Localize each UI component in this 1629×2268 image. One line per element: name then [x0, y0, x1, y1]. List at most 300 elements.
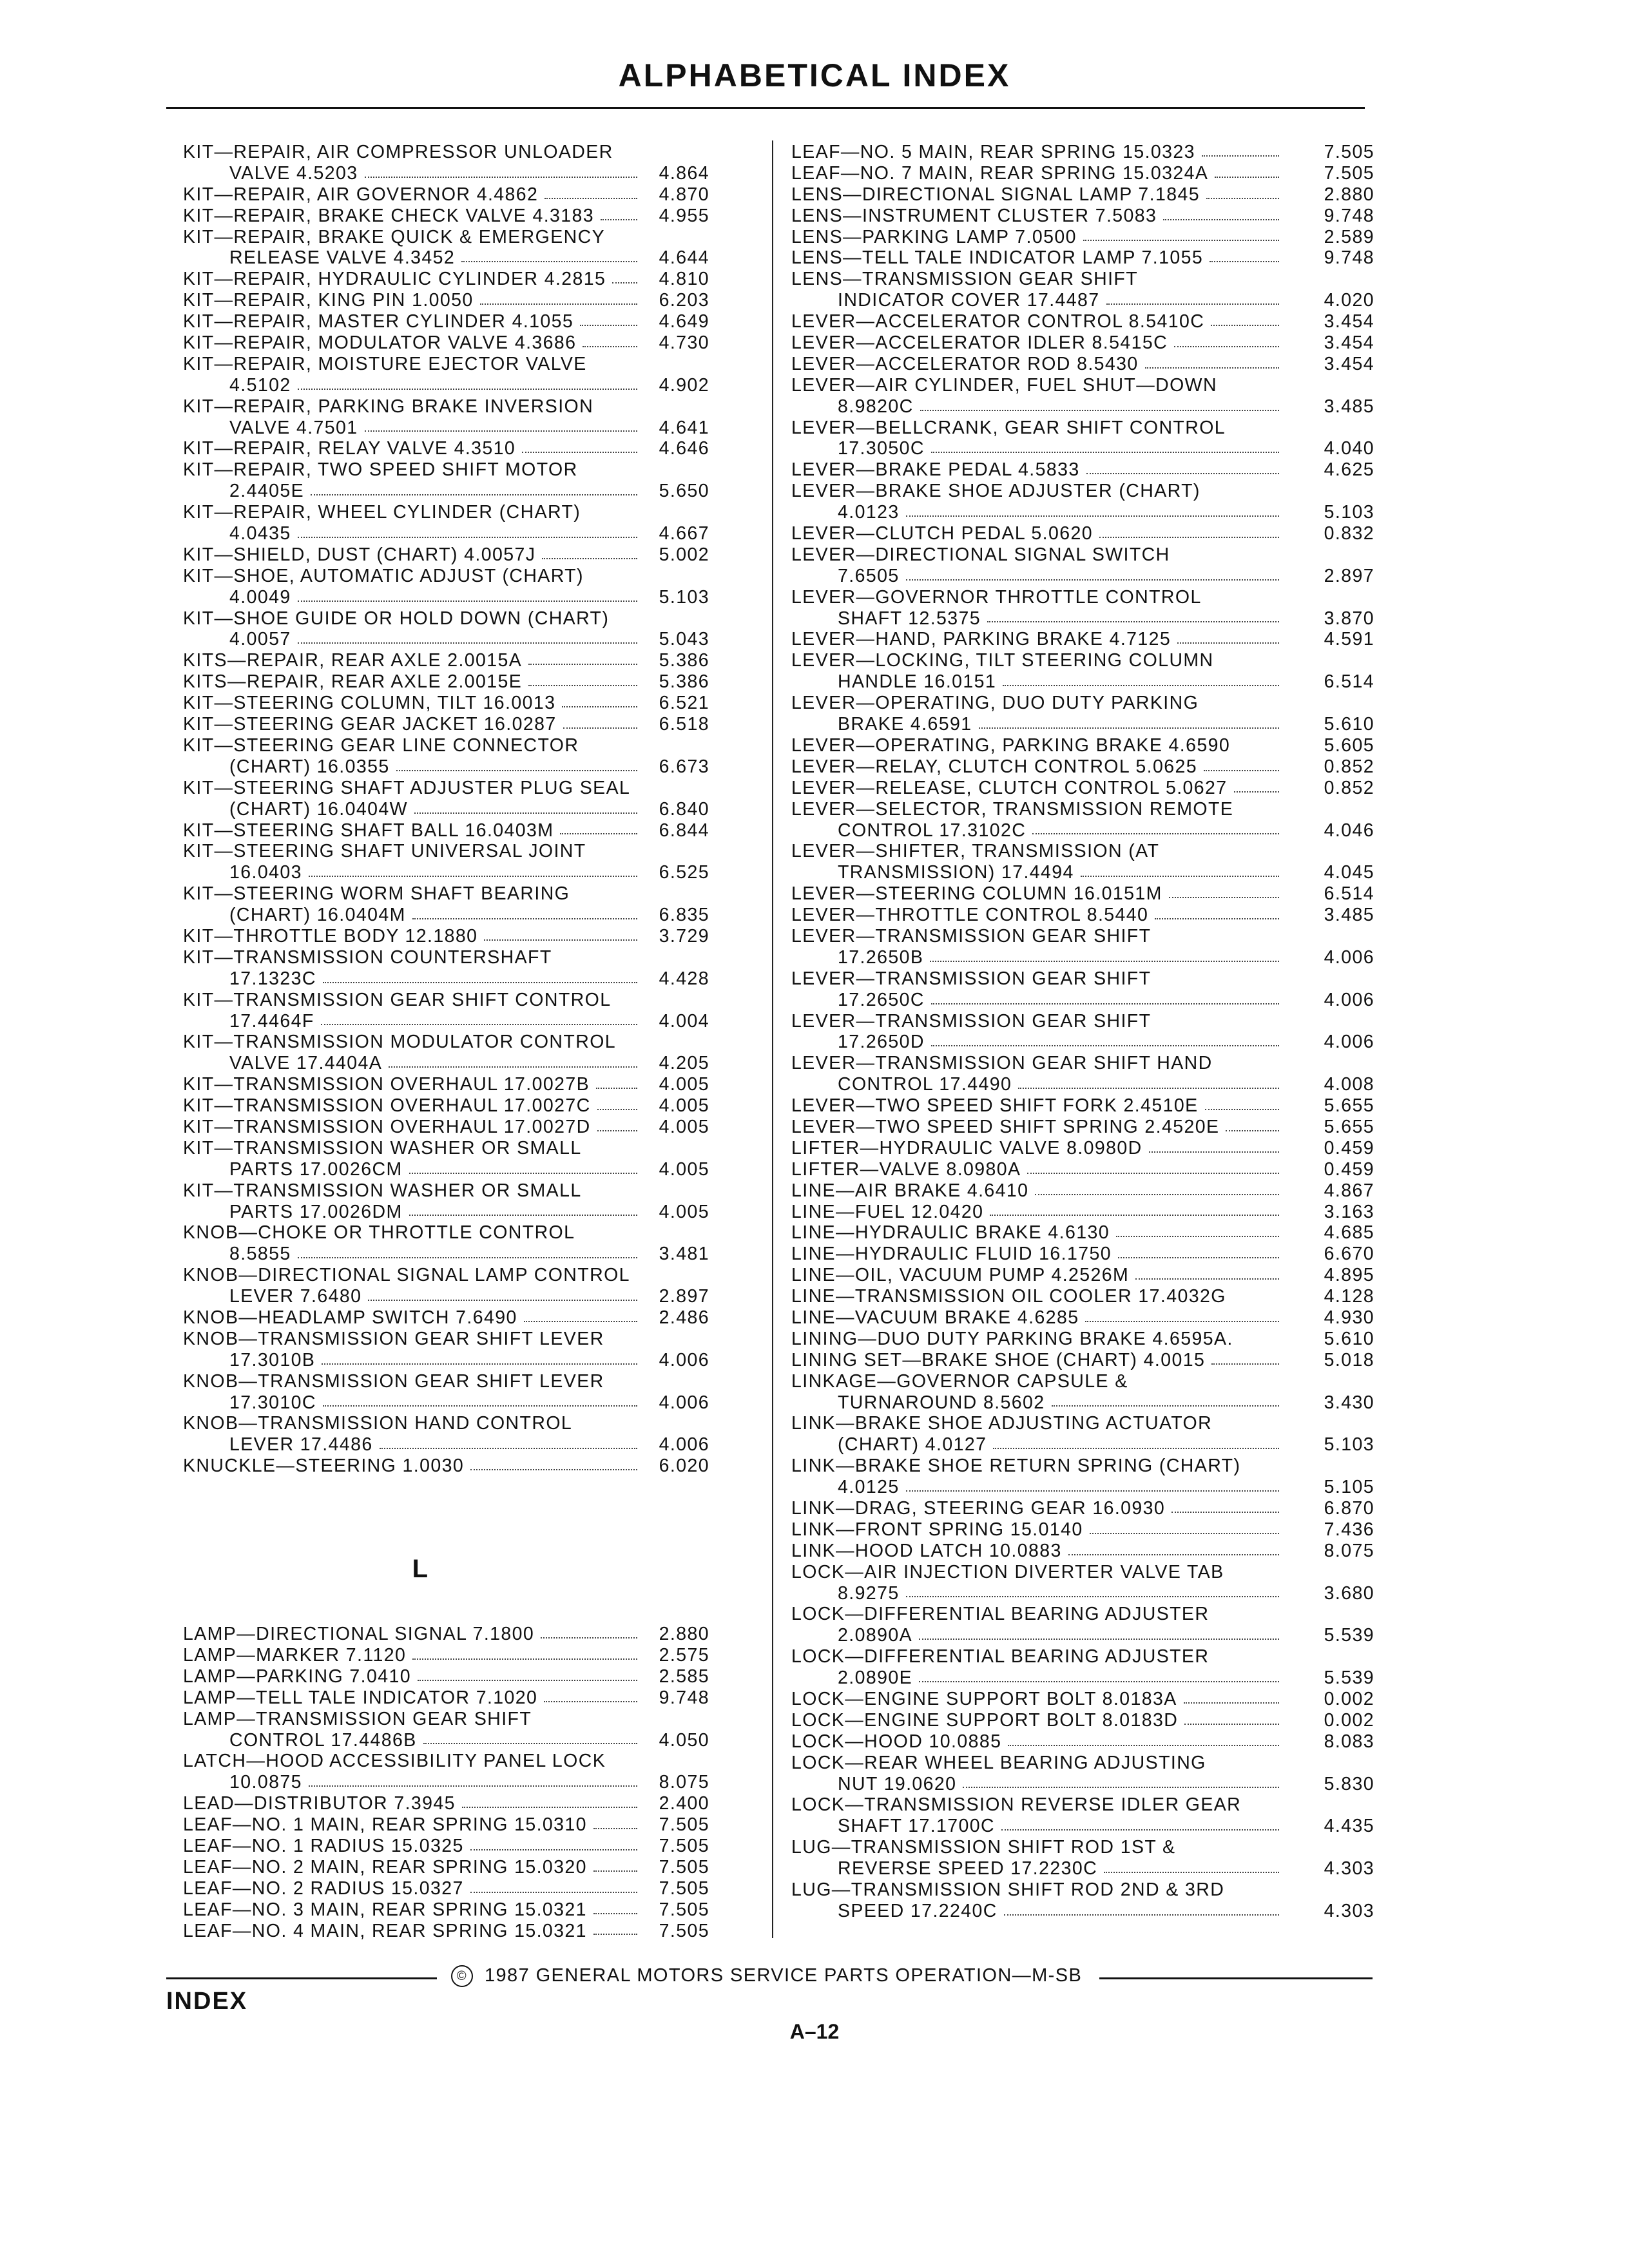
index-entry: [183, 693, 728, 714]
index-entry: [183, 968, 728, 990]
entry-text: BRAKE 4.6591: [838, 714, 972, 735]
entry-text: LEVER—THROTTLE CONTROL 8.5440: [791, 905, 1149, 926]
entry-text: KNOB—HEADLAMP SWITCH 7.6490: [183, 1307, 517, 1328]
index-entry: [791, 650, 1374, 671]
leader-dots: [593, 1869, 637, 1872]
index-entry: [183, 883, 728, 905]
leader-dots: [298, 599, 637, 602]
index-entry: [791, 1307, 1374, 1329]
entry-text: KIT—TRANSMISSION OVERHAUL 17.0027C: [183, 1095, 591, 1117]
entry-text: LOCK—TRANSMISSION REVERSE IDLER GEAR: [791, 1794, 1242, 1816]
index-entry: [183, 1244, 728, 1265]
entry-text: KNOB—TRANSMISSION HAND CONTROL: [183, 1413, 573, 1434]
entry-text: LEVER—SELECTOR, TRANSMISSION REMOTE: [791, 798, 1234, 820]
index-entry: [791, 990, 1374, 1011]
entry-page-number: 4.895: [1324, 1265, 1374, 1286]
entry-text: (CHART) 16.0404W: [229, 798, 408, 820]
entry-page-number: 6.525: [659, 862, 709, 883]
entry-text: KIT—REPAIR, BRAKE QUICK & EMERGENCY: [183, 226, 606, 247]
entry-page-number: 4.006: [659, 1434, 709, 1456]
entry-text: LINE—HYDRAULIC FLUID 16.1750: [791, 1244, 1112, 1265]
entry-text: KIT—STEERING WORM SHAFT BEARING: [183, 883, 570, 905]
leader-dots: [1163, 218, 1279, 220]
index-entry: [183, 1814, 728, 1836]
leader-dots: [298, 387, 637, 390]
leader-dots: [596, 1086, 637, 1089]
index-entry: [791, 1858, 1374, 1879]
entry-page-number: 7.505: [659, 1836, 709, 1857]
leader-dots: [1004, 1913, 1279, 1916]
index-entry: [183, 587, 728, 608]
entry-text: KITS—REPAIR, REAR AXLE 2.0015A: [183, 650, 523, 671]
entry-page-number: 4.646: [659, 438, 709, 459]
index-entry: [791, 163, 1374, 184]
entry-page-number: 3.454: [1324, 332, 1374, 354]
leader-dots: [990, 1213, 1279, 1216]
index-entry: [791, 693, 1374, 714]
entry-text: (CHART) 4.0127: [838, 1434, 987, 1456]
entry-page-number: 0.002: [1324, 1709, 1374, 1731]
index-entry: [183, 650, 728, 671]
entry-page-number: 4.128: [1324, 1286, 1374, 1307]
index-entry: [791, 671, 1374, 693]
entry-text: SHAFT 12.5375: [838, 608, 981, 629]
entry-page-number: 0.459: [1324, 1137, 1374, 1158]
index-entry: [183, 1921, 728, 1942]
index-entry: [791, 1625, 1374, 1646]
entry-text: LOCK—REAR WHEEL BEARING ADJUSTING: [791, 1752, 1206, 1773]
index-entry: [183, 247, 728, 269]
entry-text: LEVER—RELAY, CLUTCH CONTROL 5.0625: [791, 756, 1197, 777]
leader-dots: [931, 1044, 1279, 1046]
entry-page-number: 3.454: [1324, 353, 1374, 374]
entry-text: CONTROL 17.4490: [838, 1074, 1012, 1095]
index-entry: [183, 481, 728, 502]
index-entry: [791, 820, 1374, 841]
entry-text: LIFTER—HYDRAULIC VALVE 8.0980D: [791, 1137, 1142, 1158]
index-entry: [183, 1666, 728, 1687]
entry-text: LENS—TRANSMISSION GEAR SHIFT: [791, 269, 1139, 290]
index-entry: [183, 714, 728, 735]
entry-text: PARTS 17.0026DM: [229, 1201, 403, 1222]
leader-dots: [583, 345, 637, 347]
index-entry: [183, 1350, 728, 1371]
entry-text: LEVER—HAND, PARKING BRAKE 4.7125: [791, 629, 1171, 650]
entry-page-number: 2.589: [1324, 226, 1374, 247]
entry-text: LINE—AIR BRAKE 4.6410: [791, 1180, 1029, 1201]
index-entry: [183, 608, 728, 629]
entry-page-number: 4.005: [659, 1095, 709, 1117]
entry-page-number: 9.748: [659, 1687, 709, 1708]
entry-page-number: 4.040: [1324, 438, 1374, 459]
index-entry: [183, 1074, 728, 1095]
leader-dots: [414, 811, 637, 814]
index-entry: [791, 1753, 1374, 1774]
index-entry: [183, 799, 728, 820]
entry-text: LENS—TELL TALE INDICATOR LAMP 7.1055: [791, 247, 1204, 269]
entry-page-number: 2.880: [1324, 184, 1374, 205]
leader-dots: [919, 1637, 1279, 1640]
leader-dots: [1104, 1870, 1279, 1873]
entry-text: KIT—TRANSMISSION MODULATOR CONTROL: [183, 1032, 617, 1053]
entry-page-number: 5.539: [1324, 1625, 1374, 1646]
entry-page-number: 7.505: [1324, 162, 1374, 184]
footer-section-label: INDEX: [166, 1988, 248, 2015]
leader-dots: [1106, 302, 1279, 305]
entry-text: KIT—REPAIR, KING PIN 1.0050: [183, 290, 474, 311]
entry-text: LEAF—NO. 7 MAIN, REAR SPRING 15.0324A: [791, 162, 1209, 184]
entry-page-number: 2.897: [659, 1286, 709, 1307]
page-number: A–12: [789, 2020, 840, 2043]
index-entry: [183, 1329, 728, 1350]
index-entry: [183, 862, 728, 883]
entry-text: 8.5855: [229, 1244, 291, 1265]
entry-text: KIT—REPAIR, TWO SPEED SHIFT MOTOR: [183, 459, 578, 481]
leader-dots: [528, 684, 637, 686]
entry-text: LEVER—TWO SPEED SHIFT FORK 2.4510E: [791, 1095, 1199, 1117]
entry-text: KIT—STEERING GEAR JACKET 16.0287: [183, 714, 557, 735]
entry-page-number: 4.006: [1324, 989, 1374, 1010]
index-entry: [183, 142, 728, 163]
leader-dots: [1211, 1362, 1279, 1365]
index-entry: [183, 311, 728, 332]
leader-dots: [931, 450, 1279, 453]
index-entry: [183, 1772, 728, 1793]
index-entry: [791, 1901, 1374, 1922]
entry-page-number: 4.005: [659, 1201, 709, 1222]
leader-dots: [1027, 1171, 1279, 1174]
right-column: [791, 142, 1374, 1922]
leader-dots: [1052, 1404, 1279, 1407]
leader-dots: [298, 641, 637, 644]
leader-dots: [541, 1636, 637, 1639]
left-column: [183, 142, 728, 1941]
entry-page-number: 6.844: [659, 820, 709, 841]
leader-dots: [365, 175, 637, 178]
leader-dots: [1202, 154, 1279, 157]
entry-text: LEAF—NO. 4 MAIN, REAR SPRING 15.0321: [183, 1920, 587, 1941]
entry-page-number: 0.852: [1324, 777, 1374, 798]
index-entry: [183, 163, 728, 184]
leader-dots: [1206, 197, 1279, 199]
index-list-l: [183, 1624, 728, 1941]
entry-text: LOCK—ENGINE SUPPORT BOLT 8.0183D: [791, 1709, 1179, 1731]
entry-page-number: 4.955: [659, 205, 709, 226]
entry-page-number: 4.006: [659, 1392, 709, 1413]
leader-dots: [580, 323, 637, 326]
index-entry: [183, 1709, 728, 1730]
entry-page-number: 4.006: [659, 1349, 709, 1370]
entry-page-number: 4.667: [659, 523, 709, 544]
leader-dots: [322, 1362, 637, 1365]
entry-page-number: 7.505: [1324, 142, 1374, 162]
index-entry: [791, 502, 1374, 523]
entry-page-number: 4.870: [659, 184, 709, 205]
entry-text: LATCH—HOOD ACCESSIBILITY PANEL LOCK: [183, 1751, 606, 1772]
entry-text: LEVER—BRAKE SHOE ADJUSTER (CHART): [791, 481, 1200, 502]
entry-text: KNOB—DIRECTIONAL SIGNAL LAMP CONTROL: [183, 1265, 630, 1286]
leader-dots: [1032, 832, 1279, 834]
entry-page-number: 9.748: [1324, 205, 1374, 226]
entry-text: TRANSMISSION) 17.4494: [838, 862, 1074, 883]
copyright-text: 1987 GENERAL MOTORS SERVICE PARTS OPERATION—M-SB: [485, 1965, 1083, 1986]
index-entry: [791, 1286, 1374, 1307]
entry-text: 8.9275: [838, 1582, 900, 1604]
leader-dots: [906, 578, 1279, 581]
entry-text: LEVER—ACCELERATOR ROD 8.5430: [791, 353, 1139, 374]
leader-dots: [906, 1595, 1279, 1597]
entry-page-number: 5.386: [659, 671, 709, 693]
entry-page-number: 4.050: [659, 1729, 709, 1751]
entry-page-number: 4.005: [659, 1074, 709, 1095]
entry-text: PARTS 17.0026CM: [229, 1158, 403, 1180]
leader-dots: [1083, 238, 1279, 241]
index-entry: [183, 1202, 728, 1223]
entry-page-number: 5.605: [1324, 735, 1374, 756]
leader-dots: [470, 1468, 637, 1470]
index-entry: [183, 671, 728, 693]
index-entry: [791, 523, 1374, 544]
entry-text: LINE—OIL, VACUUM PUMP 4.2526M: [791, 1265, 1130, 1286]
leader-dots: [1086, 472, 1279, 474]
leader-dots: [522, 450, 637, 453]
entry-text: LEVER—OPERATING, DUO DUTY PARKING: [791, 693, 1199, 714]
index-entry: [791, 1244, 1374, 1265]
entry-page-number: 4.930: [1324, 1307, 1374, 1328]
index-entry: [183, 396, 728, 418]
entry-text: LEAD—DISTRIBUTOR 7.3945: [183, 1793, 456, 1814]
entry-page-number: 4.303: [1324, 1858, 1374, 1879]
index-entry: [183, 1053, 728, 1074]
entry-text: LEVER—TRANSMISSION GEAR SHIFT HAND: [791, 1053, 1213, 1074]
entry-text: KIT—TRANSMISSION COUNTERSHAFT: [183, 947, 552, 968]
entry-text: LINING—DUO DUTY PARKING BRAKE 4.6595A.: [791, 1328, 1233, 1349]
leader-dots: [409, 1213, 637, 1216]
index-entry: [183, 269, 728, 290]
leader-dots: [906, 514, 1279, 517]
index-entry: [791, 354, 1374, 375]
index-entry: [791, 566, 1374, 587]
index-entry: [183, 905, 728, 926]
entry-text: KIT—REPAIR, BRAKE CHECK VALVE 4.3183: [183, 205, 595, 226]
leader-dots: [544, 1700, 637, 1702]
entry-page-number: 4.435: [1324, 1816, 1374, 1837]
leader-dots: [368, 1298, 637, 1301]
index-entry: [183, 1032, 728, 1053]
entry-text: LEVER—TRANSMISSION GEAR SHIFT: [791, 1010, 1152, 1032]
entry-text: KIT—REPAIR, MODULATOR VALVE 4.3686: [183, 332, 577, 354]
entry-text: KIT—SHOE GUIDE OR HOLD DOWN (CHART): [183, 608, 610, 629]
entry-text: 17.4464F: [229, 1010, 314, 1032]
page-title: ALPHABETICAL INDEX: [618, 57, 1011, 93]
index-entry: [791, 947, 1374, 968]
entry-text: LINE—FUEL 12.0420: [791, 1201, 984, 1222]
entry-text: KIT—REPAIR, RELAY VALVE 4.3510: [183, 438, 516, 459]
entry-page-number: 5.650: [659, 481, 709, 502]
entry-text: KIT—TRANSMISSION WASHER OR SMALL: [183, 1137, 582, 1158]
leader-dots: [1145, 366, 1279, 369]
entry-page-number: 6.670: [1324, 1244, 1374, 1265]
index-entry: [791, 1498, 1374, 1519]
entry-text: LOCK—DIFFERENTIAL BEARING ADJUSTER: [791, 1604, 1210, 1625]
entry-text: LINK—FRONT SPRING 15.0140: [791, 1519, 1083, 1540]
entry-page-number: 4.303: [1324, 1900, 1374, 1921]
section-letter-l: L: [412, 1555, 429, 1584]
index-entry: [791, 311, 1374, 332]
leader-dots: [1085, 1320, 1279, 1322]
index-entry: [183, 184, 728, 206]
entry-page-number: 3.870: [1324, 608, 1374, 629]
entry-text: LENS—PARKING LAMP 7.0500: [791, 226, 1077, 247]
index-entry: [791, 714, 1374, 735]
index-entry: [791, 1604, 1374, 1625]
entry-text: SPEED 17.2240C: [838, 1900, 998, 1921]
entry-page-number: 6.514: [1324, 883, 1374, 905]
index-entry: [791, 1816, 1374, 1837]
footer-rule-left: [166, 1977, 437, 1979]
leader-dots: [470, 1848, 637, 1850]
leader-dots: [1234, 790, 1279, 793]
entry-text: KNOB—CHOKE OR THROTTLE CONTROL: [183, 1222, 575, 1244]
entry-page-number: 4.649: [659, 311, 709, 332]
leader-dots: [1177, 641, 1279, 644]
entry-text: 17.3010C: [229, 1392, 316, 1413]
entry-page-number: 4.020: [1324, 290, 1374, 311]
index-entry: [791, 1774, 1374, 1795]
leader-dots: [919, 1680, 1279, 1682]
entry-text: LEVER—CLUTCH PEDAL 5.0620: [791, 523, 1093, 544]
entry-text: LEVER—ACCELERATOR CONTROL 8.5410C: [791, 311, 1205, 332]
entry-page-number: 3.430: [1324, 1392, 1374, 1413]
entry-text: LAMP—DIRECTIONAL SIGNAL 7.1800: [183, 1624, 535, 1645]
index-entry: [791, 1371, 1374, 1392]
index-entry: [791, 1138, 1374, 1159]
entry-page-number: 5.103: [1324, 1434, 1374, 1456]
leader-dots: [298, 535, 637, 538]
index-entry: [791, 1646, 1374, 1667]
entry-text: KIT—SHOE, AUTOMATIC ADJUST (CHART): [183, 565, 584, 586]
entry-text: KIT—REPAIR, AIR GOVERNOR 4.4862: [183, 184, 539, 205]
copyright-line: [451, 1965, 1082, 1987]
leader-dots: [418, 1678, 637, 1681]
entry-page-number: 4.867: [1324, 1180, 1374, 1201]
entry-text: KIT—THROTTLE BODY 12.1880: [183, 925, 478, 947]
leader-dots: [597, 1129, 637, 1131]
entry-text: NUT 19.0620: [838, 1773, 957, 1794]
entry-text: KNOB—TRANSMISSION GEAR SHIFT LEVER: [183, 1370, 604, 1392]
entry-text: KIT—REPAIR, HYDRAULIC CYLINDER 4.2815: [183, 269, 606, 290]
entry-text: REVERSE SPEED 17.2230C: [838, 1858, 1098, 1879]
leader-dots: [612, 281, 637, 284]
entry-text: KIT—REPAIR, WHEEL CYLINDER (CHART): [183, 502, 581, 523]
index-entry: [183, 1687, 728, 1709]
leader-dots: [906, 1489, 1279, 1492]
index-entry: [183, 1434, 728, 1456]
index-entry: [183, 1159, 728, 1180]
index-entry: [791, 375, 1374, 396]
entry-page-number: 4.006: [1324, 1032, 1374, 1053]
entry-text: SHAFT 17.1700C: [838, 1816, 996, 1837]
entry-text: KIT—TRANSMISSION WASHER OR SMALL: [183, 1180, 582, 1201]
entry-text: LEVER—RELEASE, CLUTCH CONTROL 5.0627: [791, 777, 1228, 798]
entry-page-number: 2.880: [659, 1624, 709, 1645]
entry-page-number: 6.835: [659, 905, 709, 926]
entry-text: KIT—SHIELD, DUST (CHART) 4.0057J: [183, 544, 536, 565]
entry-text: 17.2650B: [838, 947, 924, 968]
index-entry: [791, 1731, 1374, 1753]
leader-dots: [560, 832, 637, 834]
leader-dots: [1215, 175, 1279, 178]
entry-page-number: 3.485: [1324, 396, 1374, 417]
index-entry: [183, 756, 728, 778]
entry-page-number: 7.505: [659, 1899, 709, 1920]
entry-text: LINK—BRAKE SHOE ADJUSTING ACTUATOR: [791, 1413, 1213, 1434]
entry-page-number: 0.852: [1324, 756, 1374, 777]
entry-text: LUG—TRANSMISSION SHIFT ROD 2ND & 3RD: [791, 1879, 1225, 1901]
index-entry: [183, 418, 728, 439]
index-entry: [791, 1032, 1374, 1053]
entry-text: KIT—STEERING GEAR LINE CONNECTOR: [183, 735, 579, 756]
entry-text: LINK—HOOD LATCH 10.0883: [791, 1540, 1062, 1561]
entry-page-number: 4.730: [659, 332, 709, 354]
leader-dots: [563, 726, 637, 729]
index-entry: [791, 290, 1374, 311]
entry-text: LEAF—NO. 1 MAIN, REAR SPRING 15.0310: [183, 1814, 587, 1836]
column-divider: [772, 140, 773, 1938]
entry-text: LEVER—BELLCRANK, GEAR SHIFT CONTROL: [791, 417, 1226, 438]
entry-text: KIT—TRANSMISSION OVERHAUL 17.0027B: [183, 1074, 590, 1095]
index-entry: [183, 1286, 728, 1307]
index-entry: [791, 184, 1374, 206]
entry-text: LINKAGE—GOVERNOR CAPSULE &: [791, 1370, 1128, 1392]
index-entry: [791, 926, 1374, 947]
index-entry: [791, 544, 1374, 566]
entry-text: 16.0403: [229, 862, 302, 883]
leader-dots: [1068, 1553, 1279, 1555]
entry-page-number: 4.008: [1324, 1074, 1374, 1095]
index-entry: [791, 883, 1374, 905]
entry-page-number: 4.004: [659, 1010, 709, 1032]
index-entry: [791, 1202, 1374, 1223]
index-entry: [791, 629, 1374, 650]
leader-dots: [1149, 1150, 1279, 1153]
entry-text: CONTROL 17.4486B: [229, 1729, 417, 1751]
entry-page-number: 6.673: [659, 756, 709, 777]
leader-dots: [1003, 684, 1279, 686]
entry-page-number: 4.644: [659, 247, 709, 269]
index-entry: [183, 926, 728, 947]
index-entry: [183, 1836, 728, 1857]
entry-text: LEAF—NO. 5 MAIN, REAR SPRING 15.0323: [791, 142, 1195, 162]
index-entry: [183, 1011, 728, 1032]
index-entry: [791, 1392, 1374, 1414]
leader-dots: [1116, 1235, 1279, 1237]
index-entry: [183, 820, 728, 841]
entry-page-number: 6.518: [659, 714, 709, 735]
leader-dots: [987, 620, 1279, 622]
index-entry: [183, 1878, 728, 1899]
entry-text: KIT—STEERING COLUMN, TILT 16.0013: [183, 693, 556, 714]
entry-page-number: 3.163: [1324, 1201, 1374, 1222]
entry-text: LEAF—NO. 3 MAIN, REAR SPRING 15.0321: [183, 1899, 587, 1920]
entry-page-number: 6.020: [659, 1456, 709, 1477]
entry-text: 10.0875: [229, 1772, 302, 1793]
entry-text: 17.2650C: [838, 989, 925, 1010]
entry-text: LEAF—NO. 2 RADIUS 15.0327: [183, 1878, 464, 1899]
entry-page-number: 0.459: [1324, 1158, 1374, 1180]
leader-dots: [528, 662, 637, 665]
entry-text: 4.0049: [229, 586, 291, 608]
